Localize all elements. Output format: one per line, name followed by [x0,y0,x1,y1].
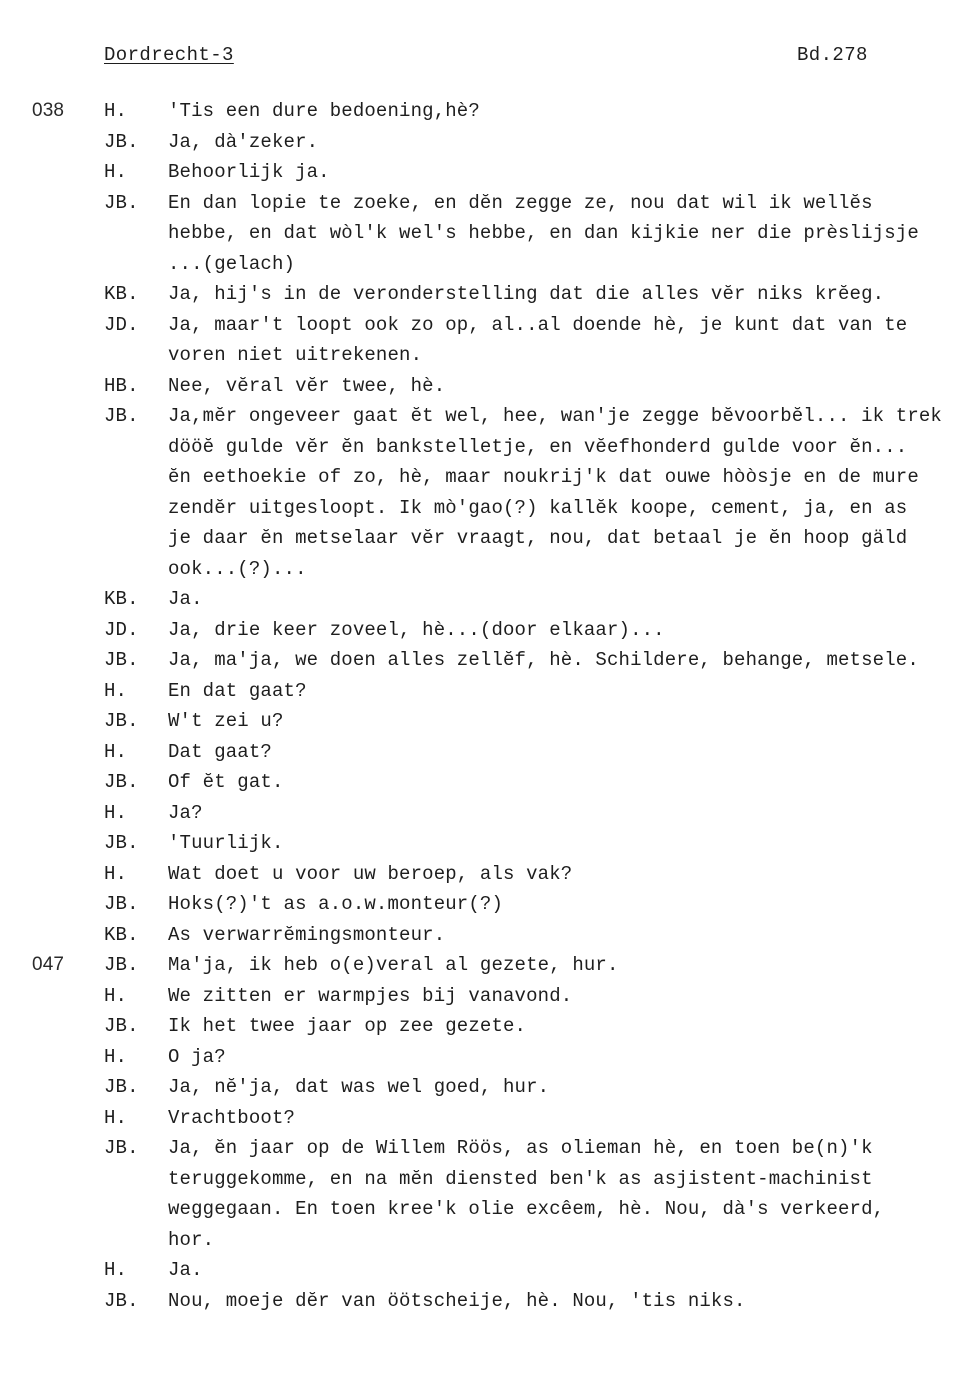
speaker-label: JB. [104,649,139,671]
utterance-text: ...(gelach) [168,252,296,275]
utterance-text: W't zei u? [168,710,284,732]
speaker-label: KB. [104,588,139,610]
utterance-text: Nou, moeje dĕr van öötscheije, hè. Nou, 'tis niks. [168,1289,746,1312]
utterance-text: Ja, maar't loopt ook zo op, al..al doende hè, je kunt dat van te [168,313,908,336]
utterance-text: 'Tuurlijk. [168,832,284,854]
utterance-text: En dat gaat? [168,679,307,702]
transcript-line [0,615,973,646]
transcript-line [0,493,973,524]
speaker-label: KB. [104,923,139,946]
transcript-line [0,828,973,859]
speaker-label: JB. [104,130,139,153]
utterance-text: Vrachtboot? [168,1106,296,1129]
transcript-line [0,1133,973,1164]
speaker-label: H. [104,801,128,824]
speaker-label: JB. [104,710,139,732]
transcript-line [0,188,973,219]
transcript-line [0,1011,973,1042]
utterance-text: dööĕ gulde vĕr ĕn bankstelletje, en vĕefhonderd gulde voor ĕn... [168,435,908,458]
transcript-line [0,401,973,432]
utterance-text: Ja. [168,1259,203,1281]
speaker-label: JB. [104,1137,139,1159]
speaker-label: H. [104,100,128,122]
utterance-text: Wat doet u voor uw beroep, als vak? [168,862,573,885]
transcript-line [0,1194,973,1225]
utterance-text: zendĕr uitgesloopt. Ik mò'gao(?) kallĕk koope, cement, ja, en as [168,496,908,519]
utterance-text: je daar ĕn metselaar vĕr vraagt, nou, dat betaal je ĕn hoop gäld [168,527,908,549]
line-counter-marker: 038 [32,100,65,121]
transcript-line [0,798,973,829]
speaker-label: HB. [104,374,139,397]
speaker-label: JB. [104,893,139,915]
transcript-line [0,1225,973,1256]
page-reference: Bd.278 [797,44,868,66]
speaker-label: JB. [104,1289,139,1312]
line-counter-marker: 047 [32,954,65,975]
transcript-line [0,920,973,951]
transcript-line [0,157,973,188]
speaker-label: H. [104,161,128,183]
transcript-line [0,310,973,341]
utterance-text: Ja,mĕr ongeveer gaat ĕt wel, hee, wan'je zegge bĕvoorbĕl... ik trek [168,405,942,427]
transcript-line [0,371,973,402]
speaker-label: JB. [104,771,139,793]
utterance-text: Ma'ja, ik heb o(e)veral al gezete, hur. [168,954,619,976]
utterance-text: Hoks(?)'t as a.o.w.monteur(?) [168,893,504,915]
transcript-line [0,706,973,737]
utterance-text: Dat gaat? [168,740,272,763]
transcript-line [0,1255,973,1286]
utterance-text: Nee, vĕral vĕr twee, hè. [168,374,446,397]
transcript-line [0,1164,973,1195]
transcript-line [0,432,973,463]
speaker-label: H. [104,740,128,763]
transcript-line [0,340,973,371]
speaker-label: JD. [104,313,139,336]
transcript-line [0,767,973,798]
transcript-line [0,127,973,158]
utterance-text: Ja, ma'ja, we doen alles zellĕf, hè. Schildere, behange, metsele. [168,649,919,671]
speaker-label: H. [104,1045,128,1068]
transcript-line [0,676,973,707]
utterance-text: voren niet uitrekenen. [168,344,423,366]
transcript-line [0,859,973,890]
transcript-line [0,554,973,585]
transcript-line [0,737,973,768]
transcript-line [0,462,973,493]
transcript-line [0,645,973,676]
transcript-line [0,1103,973,1134]
speaker-label: JD. [104,618,139,641]
speaker-label: H. [104,862,128,885]
transcript-line [0,249,973,280]
document-title: Dordrecht-3 [104,44,234,66]
speaker-label: JB. [104,405,139,427]
transcript-body [0,96,973,1316]
speaker-label: JB. [104,1076,139,1098]
utterance-text: 'Tis een dure bedoening,hè? [168,100,480,122]
utterance-text: hebbe, en dat wòl'k wel's hebbe, en dan kijkie ner die prèslijsje [168,222,919,244]
speaker-label: H. [104,984,128,1007]
utterance-text: Ja? [168,801,203,824]
transcript-line [0,279,973,310]
transcript-line [0,981,973,1012]
transcript-line [0,523,973,554]
utterance-text: Behoorlijk ja. [168,161,330,183]
transcript-line [0,1042,973,1073]
utterance-text: Ja, nĕ'ja, dat was wel goed, hur. [168,1076,550,1098]
transcript-line [0,889,973,920]
speaker-label: JB. [104,1015,139,1037]
speaker-label: KB. [104,283,139,305]
utterance-text: En dan lopie te zoeke, en dĕn zegge ze, nou dat wil ik wellĕs [168,191,873,214]
transcript-line [0,584,973,615]
speaker-label: H. [104,679,128,702]
utterance-text: Ja, hij's in de veronderstelling dat die alles vĕr niks krĕeg. [168,283,885,305]
speaker-label: JB. [104,832,139,854]
utterance-text: Ja, drie keer zoveel, hè...(door elkaar)... [168,618,665,641]
speaker-label: H. [104,1106,128,1129]
utterance-text: Of ĕt gat. [168,771,284,793]
utterance-text: We zitten er warmpjes bij vanavond. [168,984,573,1007]
utterance-text: weggegaan. En toen kree'k olie excêem, hè. Nou, dà's verkeerd, [168,1198,885,1220]
utterance-text: ĕn eethoekie of zo, hè, maar noukrij'k dat ouwe hòòsje en de mure [168,466,919,488]
utterance-text: Ik het twee jaar op zee gezete. [168,1015,527,1037]
utterance-text: As verwarrĕmingsmonteur. [168,923,446,946]
transcript-line [0,218,973,249]
transcript-line [0,950,973,981]
utterance-text: Ja, ĕn jaar op de Willem Röös, as olieman hè, en toen be(n)'k [168,1137,873,1159]
utterance-text: Ja. [168,588,203,610]
transcript-line [0,1072,973,1103]
transcript-line [0,96,973,127]
speaker-label: JB. [104,191,139,214]
transcript-line [0,1286,973,1317]
utterance-text: Ja, dà'zeker. [168,130,319,153]
utterance-text: O ja? [168,1045,226,1068]
utterance-text: hor. [168,1228,215,1251]
utterance-text: ook...(?)... [168,557,307,580]
utterance-text: teruggekomme, en na mĕn diensted ben'k as asjistent-machinist [168,1167,873,1190]
speaker-label: JB. [104,954,139,976]
speaker-label: H. [104,1259,128,1281]
